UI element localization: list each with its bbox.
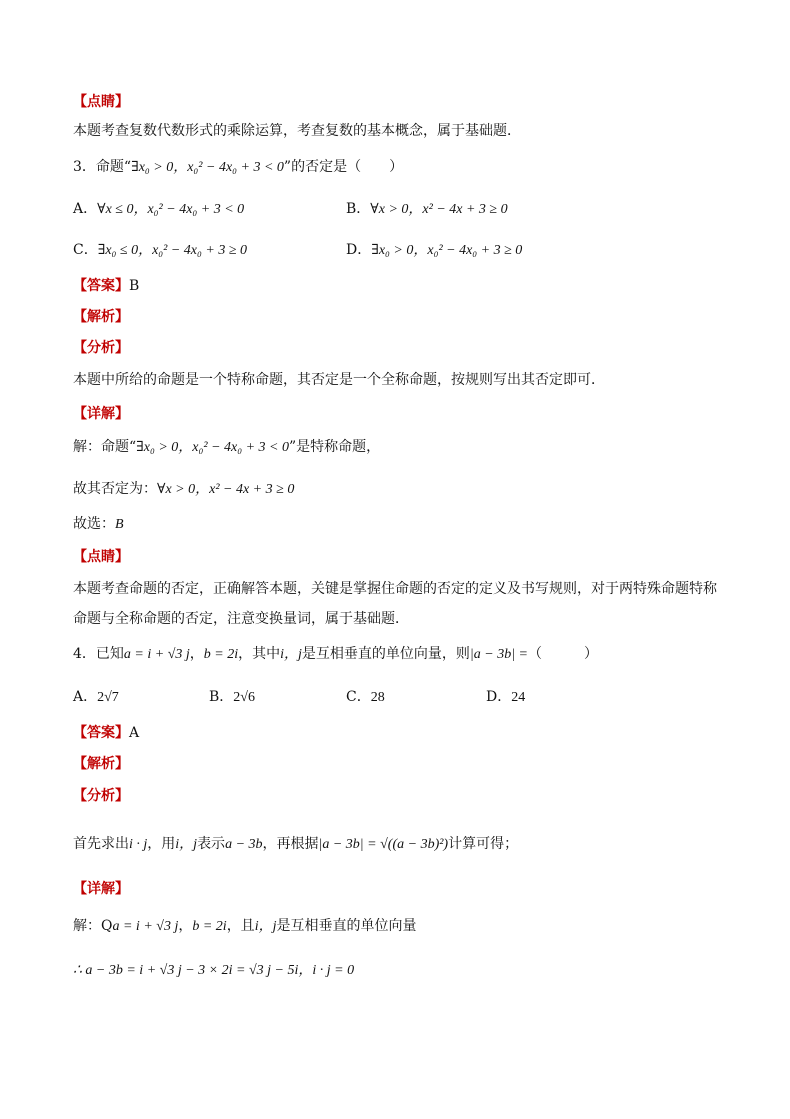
solution-math: b = 2i: [192, 919, 227, 934]
stem-math: ∃x₀ > 0，x₀² − 4x₀ + 3 < 0: [131, 160, 284, 175]
solution-text: 解：命题“: [73, 439, 137, 455]
option-math: 2√6: [233, 690, 255, 705]
question-number: 3．: [73, 159, 96, 175]
solution-text: 是互相垂直的单位向量: [276, 918, 417, 934]
question-3-stem: [73, 157, 403, 178]
option-d: [346, 240, 522, 261]
option-math: ∀x > 0，x² − 4x + 3 ≥ 0: [370, 202, 508, 217]
solution-line: [73, 960, 354, 981]
option-math: 2√7: [97, 690, 119, 705]
option-c: [73, 240, 247, 261]
stem-math: i，j: [280, 647, 302, 662]
solution-text: ，且: [226, 918, 255, 934]
option-b: [346, 199, 508, 220]
option-label: C．: [73, 242, 98, 258]
option-label: C．: [346, 689, 371, 705]
section-header-fenxi: 【分析】: [73, 340, 129, 356]
solution-line: 解：Qa = i + √3 j，b = 2i，且i，j是互相垂直的单位向量: [73, 918, 417, 934]
option-math: ∀x ≤ 0，x₀² − 4x₀ + 3 < 0: [97, 202, 245, 217]
analysis-math: a − 3b: [225, 837, 263, 852]
stem-text: （ ）: [528, 646, 598, 662]
solution-text: ”是特称命题，: [289, 439, 381, 455]
solution-math: ∴ a − 3b = i + √3 j − 3 × 2i = √3 j − 5i，i · j = 0: [73, 963, 355, 978]
analysis-text: 表示: [197, 836, 226, 852]
solution-text: 解：Q: [73, 918, 113, 934]
solution-line: [73, 437, 380, 458]
answer-label: 【答案】: [73, 278, 129, 294]
answer-line: [73, 276, 139, 296]
section-header-jiexi: 【解析】: [73, 756, 129, 772]
analysis-math: |a − 3b| = √((a − 3b)²): [318, 837, 449, 852]
option-c: [346, 687, 385, 708]
paragraph: 本题考查命题的否定，正确解答本题，关键是掌握住命题的否定的定义及书写规则，对于两特殊命题特称: [73, 581, 717, 597]
section-header-dianjing: 【点睛】: [73, 94, 129, 110]
analysis-math: i，j: [175, 837, 198, 852]
question-number: 4．: [73, 646, 96, 662]
answer-value: B: [129, 278, 140, 294]
option-label: A．: [73, 201, 98, 217]
stem-math: a = i + √3 j: [123, 647, 190, 662]
stem-text: ，其中: [238, 646, 281, 662]
section-header-fenxi: 【分析】: [73, 788, 129, 804]
section-header-xiangjie: 【详解】: [73, 881, 129, 897]
section-header-dianjing: 【点睛】: [73, 549, 129, 565]
option-label: D．: [346, 242, 372, 258]
answer-label: 【答案】: [73, 725, 129, 741]
section-header-jiexi: 【解析】: [73, 309, 129, 325]
solution-text: 故其否定为：: [73, 481, 157, 497]
solution-text: 故选：: [73, 516, 115, 532]
solution-math: B: [115, 517, 124, 532]
option-math: ∃x₀ ≤ 0，x₀² − 4x₀ + 3 ≥ 0: [97, 243, 248, 258]
option-label: A．: [73, 689, 98, 705]
solution-math: a = i + √3 j: [112, 919, 179, 934]
option-math: 28: [370, 690, 385, 705]
stem-math: b = 2i: [203, 647, 239, 662]
stem-text: ”的否定是（ ）: [283, 159, 404, 175]
option-math: ∃x₀ > 0，x₀² − 4x₀ + 3 ≥ 0: [371, 243, 523, 258]
option-a: [73, 199, 244, 220]
option-label: B．: [209, 689, 234, 705]
solution-math: ∀x > 0，x² − 4x + 3 ≥ 0: [157, 482, 295, 497]
solution-math: i，j: [254, 919, 277, 934]
solution-line: [73, 479, 294, 500]
option-a: [73, 687, 119, 708]
section-header-xiangjie: 【详解】: [73, 406, 129, 422]
answer-line: [73, 723, 139, 743]
analysis-text: ，再根据: [262, 836, 319, 852]
analysis-text: 计算可得；: [448, 836, 519, 852]
solution-line: [73, 514, 124, 535]
stem-text: 命题“: [95, 159, 132, 175]
option-b: [209, 687, 255, 708]
option-label: D．: [486, 689, 512, 705]
analysis-text: ，用: [147, 836, 176, 852]
analysis-math: i · j: [129, 837, 148, 852]
analysis-line: [73, 834, 518, 855]
question-4-stem: 4．已知a = i + √3 j，b = 2i，其中i，j是互相垂直的单位向量，则|a − 3b| =（ ）: [73, 646, 598, 662]
solution-math: ∃x₀ > 0，x₀² − 4x₀ + 3 < 0: [136, 440, 289, 455]
stem-math: |a − 3b| =: [469, 647, 528, 662]
paragraph: 本题考查复数代数形式的乘除运算，考查复数的基本概念，属于基础题．: [73, 123, 521, 139]
paragraph: 本题中所给的命题是一个特称命题，其否定是一个全称命题，按规则写出其否定即可．: [73, 372, 605, 388]
paragraph: 命题与全称命题的否定，注意变换量词，属于基础题．: [73, 611, 409, 627]
option-math: 24: [511, 690, 526, 705]
option-label: B．: [346, 201, 371, 217]
analysis-text: 首先求出: [73, 836, 129, 852]
stem-text: 是互相垂直的单位向量，则: [301, 646, 470, 662]
stem-text: 已知: [95, 646, 124, 662]
option-d: [486, 687, 525, 708]
answer-value: A: [129, 725, 140, 741]
